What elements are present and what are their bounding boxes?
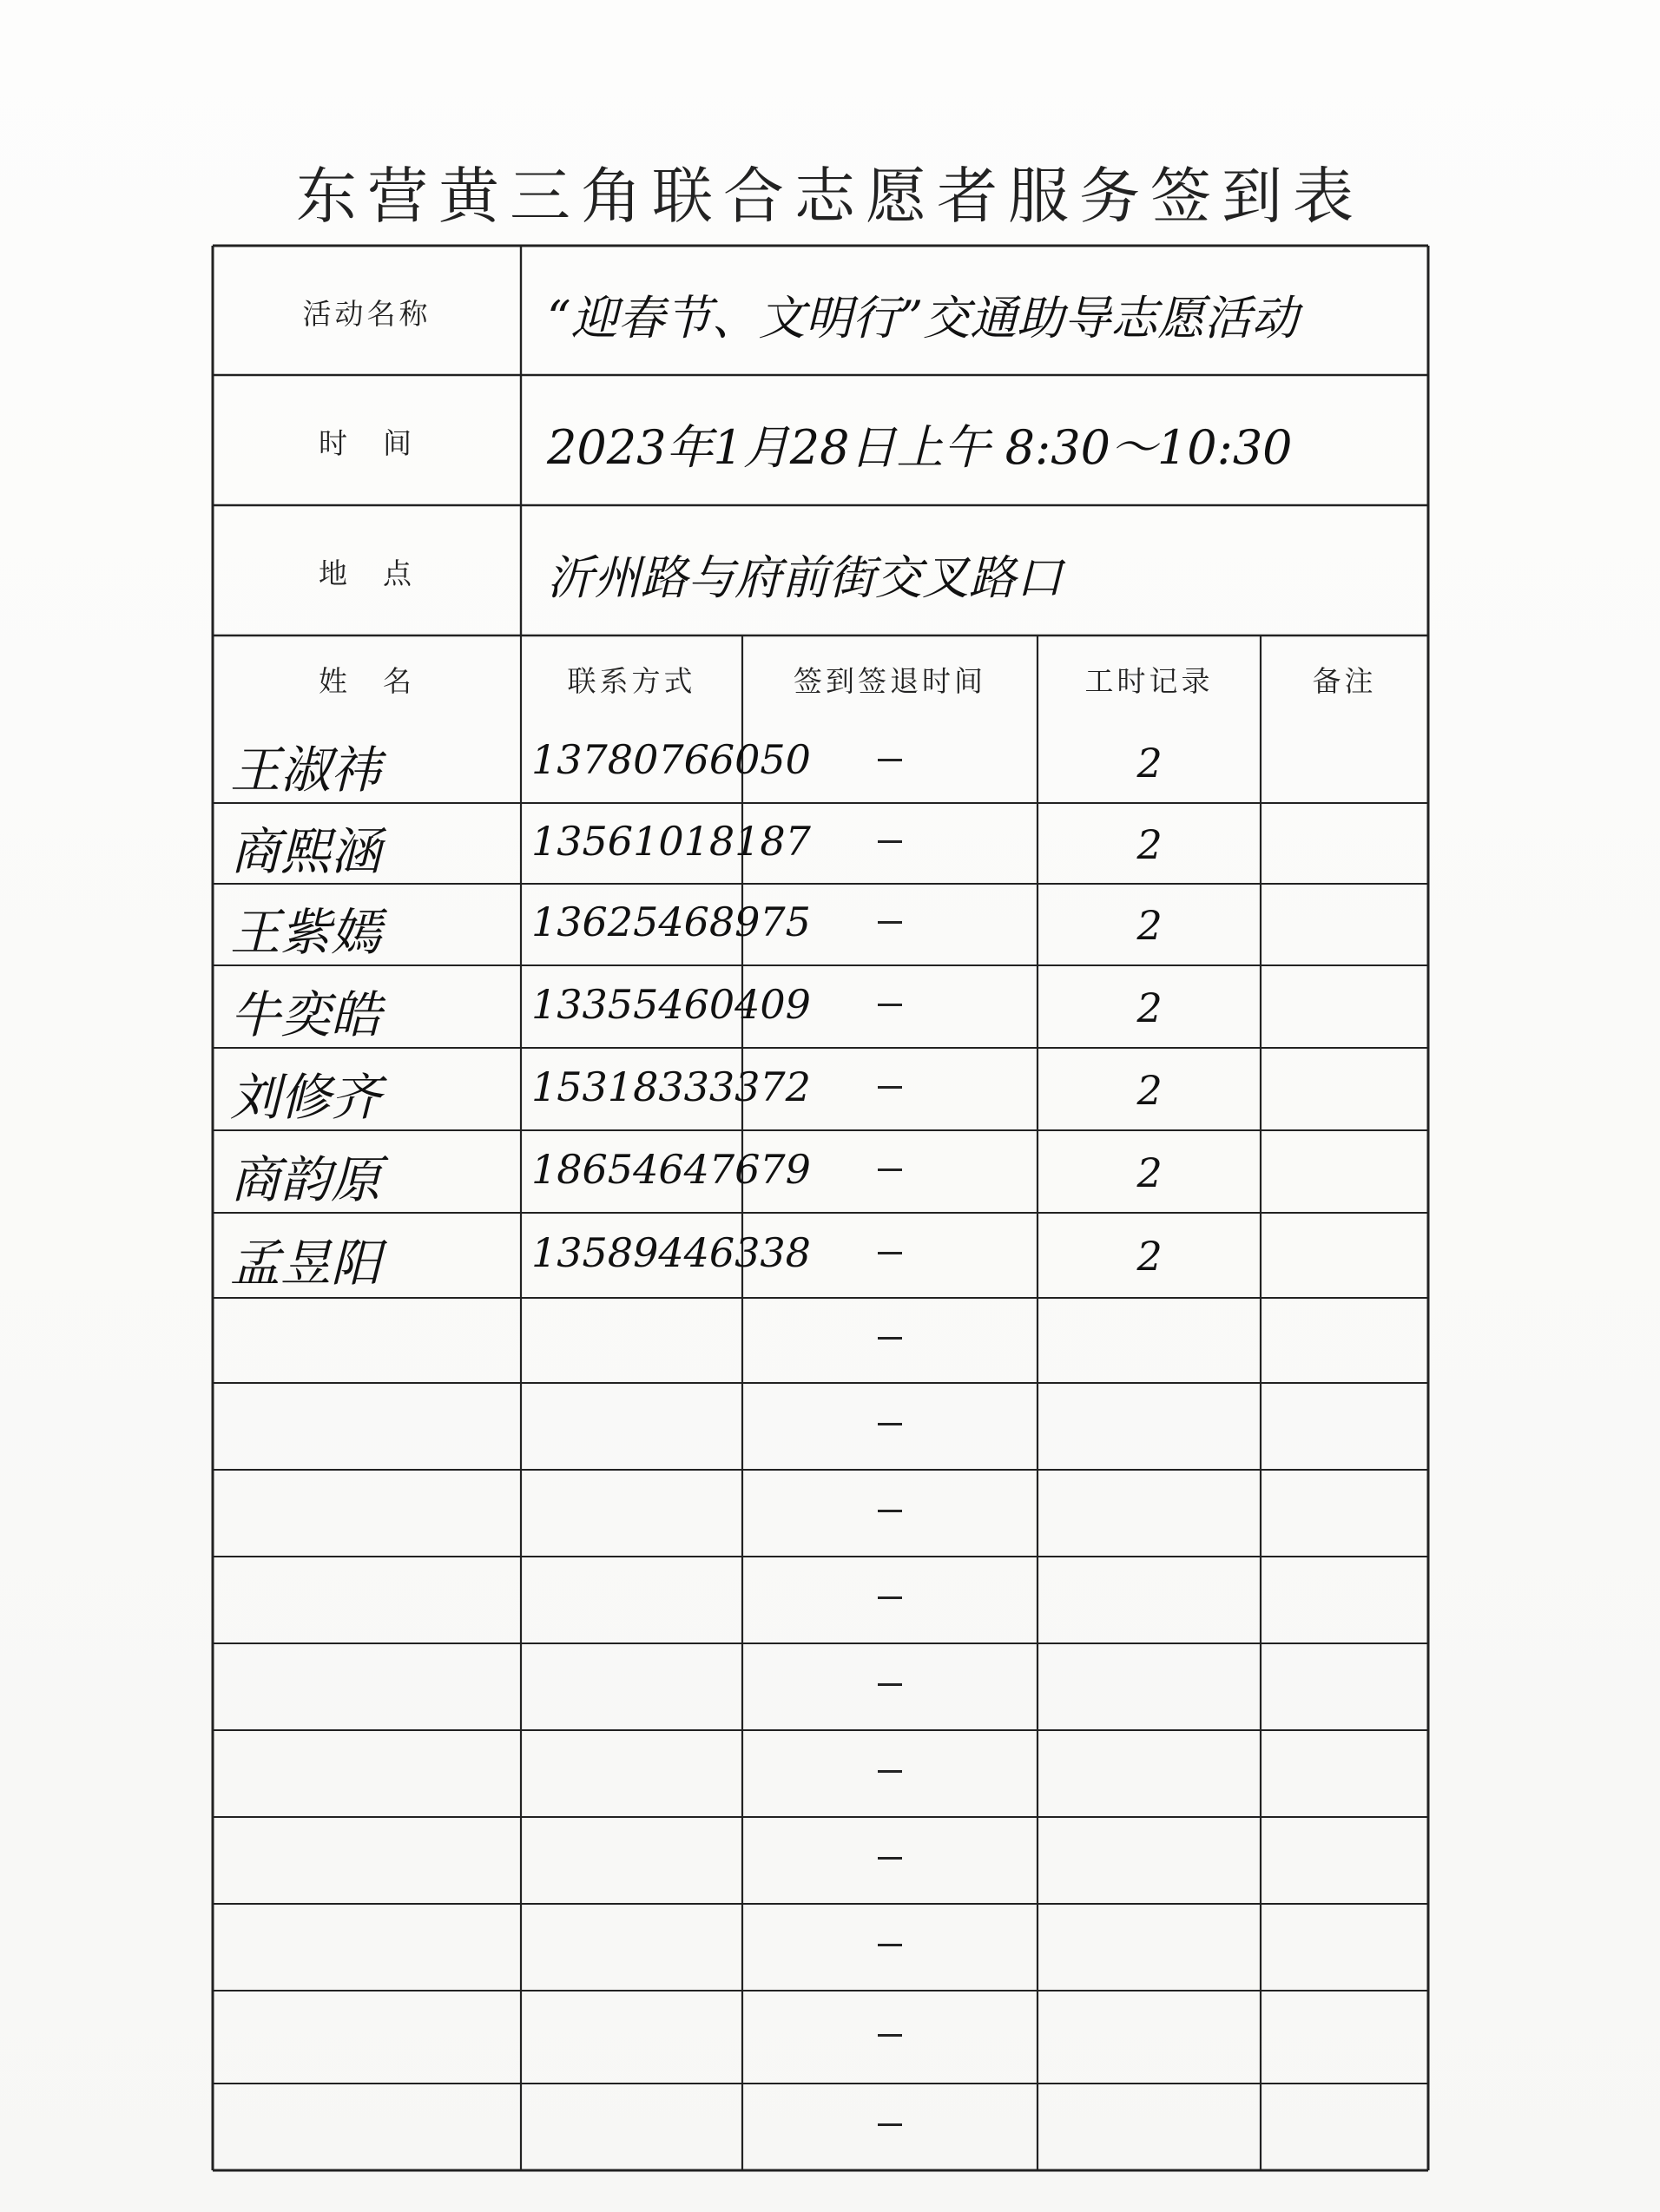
volunteer-name: 商熙涵 xyxy=(230,821,382,881)
sign-time-dash xyxy=(878,1004,902,1006)
volunteer-name: 商韵原 xyxy=(230,1149,382,1209)
volunteer-name: 刘修齐 xyxy=(230,1067,382,1127)
form-title: 东营黄三角联合志愿者服务签到表 xyxy=(296,161,1364,232)
sign-time-dash xyxy=(878,2034,902,2037)
info-label: 活动名称 xyxy=(302,296,431,331)
sign-time-dash xyxy=(878,840,902,843)
info-value: 2023年1月28日上午 8:30～10:30 xyxy=(547,420,1293,475)
info-value: 沂州路与府前街交叉路口 xyxy=(547,550,1063,605)
work-hours: 2 xyxy=(1136,820,1163,868)
sign-time-dash xyxy=(878,1423,902,1425)
volunteer-name: 孟昱阳 xyxy=(230,1234,382,1293)
info-value: “迎春节、文明行”交通助导志愿活动 xyxy=(547,290,1299,346)
volunteer-phone: 13625468975 xyxy=(531,899,811,945)
column-header: 联系方式 xyxy=(567,664,696,698)
sign-time-dash xyxy=(878,1086,902,1089)
work-hours: 2 xyxy=(1136,1149,1163,1196)
sign-time-dash xyxy=(878,1857,902,1860)
volunteer-phone: 13589446338 xyxy=(531,1229,811,1276)
work-hours: 2 xyxy=(1136,739,1163,787)
work-hours: 2 xyxy=(1136,1233,1163,1280)
sign-time-dash xyxy=(878,1169,902,1171)
sign-time-dash xyxy=(878,1770,902,1773)
sign-time-dash xyxy=(878,1683,902,1686)
sign-time-dash xyxy=(878,921,902,924)
sign-time-dash xyxy=(878,759,902,761)
volunteer-name: 牛奕皓 xyxy=(230,984,382,1044)
sign-time-dash xyxy=(878,1510,902,1512)
sign-time-dash xyxy=(878,1596,902,1599)
volunteer-phone: 18654647679 xyxy=(531,1145,811,1193)
work-hours: 2 xyxy=(1136,1066,1163,1114)
volunteer-phone: 13780766050 xyxy=(531,735,811,783)
work-hours: 2 xyxy=(1136,902,1163,949)
column-header: 备注 xyxy=(1312,664,1377,698)
sign-time-dash xyxy=(878,1252,902,1254)
column-header: 姓 名 xyxy=(319,664,415,698)
work-hours: 2 xyxy=(1136,984,1163,1031)
volunteer-name: 王紫嫣 xyxy=(230,903,382,962)
info-label: 地 点 xyxy=(319,556,415,590)
sign-time-dash xyxy=(878,1944,902,1946)
volunteer-name: 王淑祎 xyxy=(230,740,382,800)
sign-time-dash xyxy=(878,2123,902,2126)
column-header: 签到签退时间 xyxy=(794,664,986,698)
volunteer-phone: 13355460409 xyxy=(531,980,811,1028)
volunteer-phone: 15318333372 xyxy=(531,1063,811,1110)
volunteer-phone: 13561018187 xyxy=(531,817,811,865)
info-label: 时 间 xyxy=(319,426,415,460)
column-header: 工时记录 xyxy=(1084,664,1214,698)
sign-time-dash xyxy=(878,1337,902,1340)
